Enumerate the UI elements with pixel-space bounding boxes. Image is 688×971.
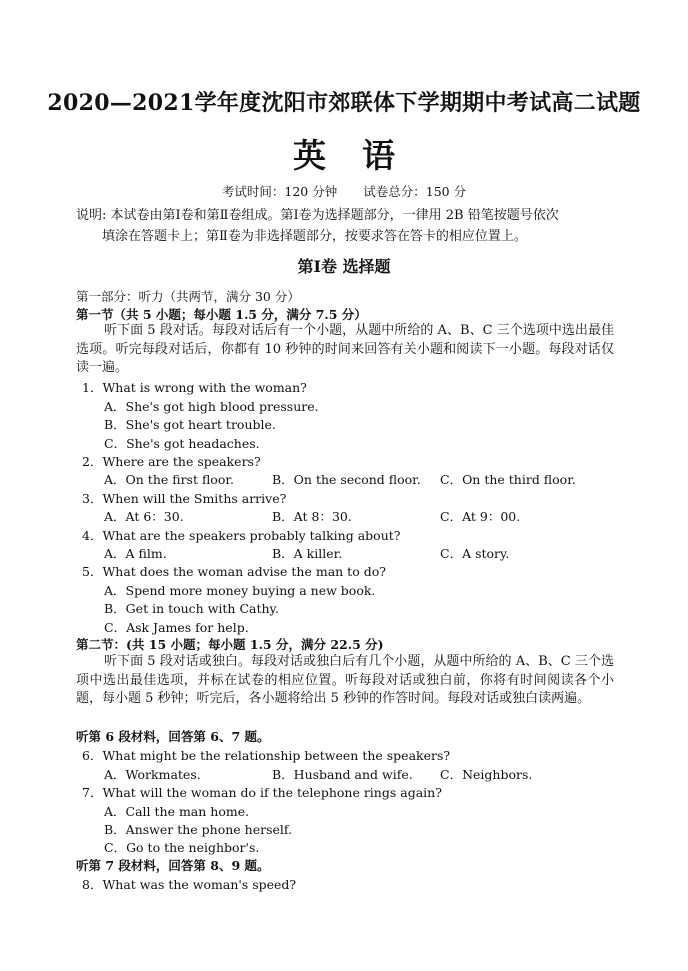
q4-option-c: C．A story. — [440, 546, 510, 561]
q1-option-a: A．She's got high blood pressure. — [104, 399, 319, 414]
q7-option-c: C．Go to the neighbor's. — [104, 840, 260, 855]
section1-title: 第一节（共 5 小题；每小题 1.5 分，满分 7.5 分） — [76, 307, 367, 322]
subject-char-1: 英 — [293, 136, 326, 175]
q4-option-a: A．A film. — [104, 546, 167, 561]
section2-instructions: 听下面 5 段对话或独白。每段对话或独白后有几个小题，从题中所给的 A、B、C 三个选项中选出最佳选项，并标在试卷的相应位置。听每段对话或独白前，你将有时间阅读各个小题，每小题 5 秒钟；听完后，各小题将给出 5 秒钟的作答时间。每段对话或独白读两遍。 — [76, 654, 614, 706]
q4-option-b: B．A killer. — [272, 546, 343, 561]
q7-option-a: A．Call the man home. — [104, 804, 250, 819]
part1-title: 第Ⅰ卷 选择题 — [297, 257, 391, 276]
instructions-note-line1: 说明: 本试卷由第Ⅰ卷和第Ⅱ卷组成。第Ⅰ卷为选择题部分，一律用 2B 铅笔按题号依次 — [76, 208, 559, 223]
q7-option-b: B．Answer the phone herself. — [104, 822, 293, 837]
q3-option-c: C．At 9：00. — [440, 509, 521, 524]
q5-option-b: B．Get in touch with Cathy. — [104, 601, 279, 616]
exam-meta — [0, 182, 688, 200]
question-1: 1．What is wrong with the woman? — [82, 380, 307, 395]
question-3: 3．When will the Smiths arrive? — [82, 491, 287, 506]
exam-title: 2020—2021学年度沈阳市郊联体下学期期中考试高二试题 — [47, 90, 641, 116]
question-6: 6．What might be the relationship between the speakers? — [82, 748, 451, 763]
instructions-note-line2: 填涂在答题卡上；第Ⅱ卷为非选择题部分，按要求答在答卡的相应位置上。 — [102, 229, 527, 244]
question-5: 5．What does the woman advise the man to do? — [82, 564, 386, 579]
question-4: 4．What are the speakers probably talking about? — [82, 528, 401, 543]
exam-time: 考试时间：120 分钟 — [221, 184, 338, 199]
q6-option-b: B．Husband and wife. — [272, 767, 413, 782]
subject-heading — [0, 130, 688, 177]
material-7-heading: 听第 7 段材料，回答第 8、9 题。 — [76, 858, 270, 873]
q3-option-b: B．At 8：30. — [272, 509, 352, 524]
q1-option-c: C．She's got headaches. — [104, 436, 260, 451]
q2-option-a: A．On the first floor. — [104, 472, 234, 487]
q1-option-b: B．She's got heart trouble. — [104, 417, 276, 432]
material-6-heading: 听第 6 段材料，回答第 6、7 题。 — [76, 729, 270, 744]
question-2: 2．Where are the speakers? — [82, 454, 261, 469]
total-score: 试卷总分：150 分 — [363, 184, 467, 199]
listening-title: 第一部分：听力（共两节，满分 30 分） — [76, 289, 300, 304]
question-8: 8．What was the woman's speed? — [82, 877, 297, 892]
q2-option-b: B．On the second floor. — [272, 472, 421, 487]
q5-option-c: C．Ask James for help. — [104, 620, 249, 635]
q6-option-a: A．Workmates. — [104, 767, 201, 782]
q3-option-a: A．At 6：30. — [104, 509, 184, 524]
section2-title: 第二节：(共 15 小题；每小题 1.5 分，满分 22.5 分) — [76, 637, 384, 652]
subject-char-2: 语 — [362, 136, 395, 175]
section1-instructions: 听下面 5 段对话。每段对话后有一个小题，从题中所给的 A、B、C 三个选项中选出最佳选项。听完每段对话后，你都有 10 秒钟的时间来回答有关小题和阅读下一小题。每段对话仅读一遍。 — [76, 323, 614, 375]
question-7: 7．What will the woman do if the telephone rings again? — [82, 785, 442, 800]
q5-option-a: A．Spend more money buying a new book. — [104, 583, 376, 598]
q6-option-c: C．Neighbors. — [440, 767, 533, 782]
q2-option-c: C．On the third floor. — [440, 472, 576, 487]
